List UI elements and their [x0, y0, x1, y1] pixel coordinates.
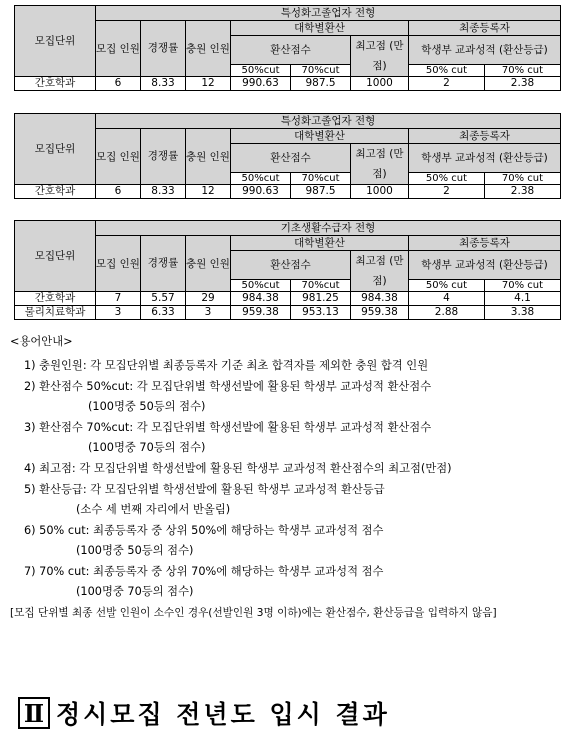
terms-heading: <용어안내> [10, 335, 73, 348]
cell-unit: 간호학과 [15, 185, 96, 199]
footer-note: [모집 단위별 최종 선발 인원이 소수인 경우(선발인원 3명 이하)에는 환산점수, 환산등급을 입력하지 않음] [10, 607, 497, 619]
header-gpa-grade: 학생부 교과성적 (환산등급) [409, 36, 561, 65]
header-unit: 모집단위 [15, 221, 96, 292]
header-final-reg: 최종등록자 [409, 21, 561, 36]
header-unit: 모집단위 [15, 114, 96, 185]
results-table-3 [14, 220, 561, 320]
header-gpa-grade: 학생부 교과성적 (환산등급) [409, 144, 561, 173]
header-ratio: 경쟁률 [141, 236, 186, 292]
term-detail: (100명중 70등의 점수) [88, 441, 206, 454]
table-row [15, 292, 561, 306]
section-numeral: Ⅱ [18, 697, 50, 729]
cell-f70: 2.38 [485, 185, 561, 199]
header-cut50: 50%cut [231, 173, 291, 185]
cell-extra: 12 [186, 185, 231, 199]
term-item: 6) 50% cut: 최종등록자 중 상위 50%에 해당하는 학생부 교과성적 점수 [24, 524, 384, 537]
cell-f50: 2 [409, 77, 485, 91]
cell-quota: 7 [96, 292, 141, 306]
cell-c70: 953.13 [291, 306, 351, 320]
term-detail: (100명중 70등의 점수) [76, 585, 194, 598]
cell-unit: 간호학과 [15, 292, 96, 306]
table-title: 기초생활수급자 전형 [96, 221, 561, 236]
header-conv-score: 환산점수 [231, 251, 351, 280]
header-max-score: 최고점 (만점) [351, 36, 409, 77]
header-univ-conv: 대학별환산 [231, 21, 409, 36]
cell-f50: 2 [409, 185, 485, 199]
term-detail: (소수 세 번째 자리에서 반올림) [76, 503, 231, 516]
table-row [15, 306, 561, 320]
term-item: 2) 환산점수 50%cut: 각 모집단위별 학생선발에 활용된 학생부 교과성적 환산점수 [24, 380, 432, 393]
header-cut70: 70%cut [291, 65, 351, 77]
header-unit: 모집단위 [15, 6, 96, 77]
term-item: 3) 환산점수 70%cut: 각 모집단위별 학생선발에 활용된 학생부 교과성적 환산점수 [24, 421, 432, 434]
header-ratio: 경쟁률 [141, 129, 186, 185]
header-univ-conv: 대학별환산 [231, 129, 409, 144]
header-f50: 50% cut [409, 280, 485, 292]
cell-quota: 6 [96, 77, 141, 91]
cell-c50: 959.38 [231, 306, 291, 320]
term-detail: (100명중 50등의 점수) [76, 544, 194, 557]
cell-c50: 990.63 [231, 185, 291, 199]
results-table-2 [14, 113, 561, 199]
header-cut70: 70%cut [291, 173, 351, 185]
section-heading [18, 694, 390, 732]
term-item: 4) 최고점: 각 모집단위별 학생선발에 활용된 학생부 교과성적 환산점수의 최고점(만점) [24, 462, 452, 475]
cell-c70: 987.5 [291, 185, 351, 199]
header-final-reg: 최종등록자 [409, 129, 561, 144]
section-title: 정시모집 전년도 입시 결과 [56, 700, 390, 729]
term-item: 5) 환산등급: 각 모집단위별 학생선발에 활용된 학생부 교과성적 환산등급 [24, 483, 385, 496]
header-ratio: 경쟁률 [141, 21, 186, 77]
cell-unit: 물리치료학과 [15, 306, 96, 320]
header-quota: 모집 인원 [96, 21, 141, 77]
header-cut50: 50%cut [231, 280, 291, 292]
cell-f70: 2.38 [485, 77, 561, 91]
cell-max: 1000 [351, 77, 409, 91]
cell-extra: 12 [186, 77, 231, 91]
table-title: 특성화고졸업자 전형 [96, 6, 561, 21]
cell-extra: 29 [186, 292, 231, 306]
header-max-score: 최고점 (만점) [351, 251, 409, 292]
cell-c50: 990.63 [231, 77, 291, 91]
header-extra: 충원 인원 [186, 129, 231, 185]
header-quota: 모집 인원 [96, 236, 141, 292]
cell-c50: 984.38 [231, 292, 291, 306]
header-gpa-grade: 학생부 교과성적 (환산등급) [409, 251, 561, 280]
cell-unit: 간호학과 [15, 77, 96, 91]
cell-f70: 4.1 [485, 292, 561, 306]
table-title: 특성화고졸업자 전형 [96, 114, 561, 129]
cell-ratio: 6.33 [141, 306, 186, 320]
header-conv-score: 환산점수 [231, 36, 351, 65]
header-extra: 충원 인원 [186, 21, 231, 77]
table-row [15, 77, 561, 91]
header-f70: 70% cut [485, 280, 561, 292]
cell-f50: 4 [409, 292, 485, 306]
results-table-1 [14, 5, 561, 91]
header-f70: 70% cut [485, 173, 561, 185]
header-f50: 50% cut [409, 173, 485, 185]
term-detail: (100명중 50등의 점수) [88, 400, 206, 413]
header-max-score: 최고점 (만점) [351, 144, 409, 185]
cell-f50: 2.88 [409, 306, 485, 320]
header-cut50: 50%cut [231, 65, 291, 77]
cell-c70: 981.25 [291, 292, 351, 306]
header-conv-score: 환산점수 [231, 144, 351, 173]
cell-quota: 6 [96, 185, 141, 199]
cell-quota: 3 [96, 306, 141, 320]
header-univ-conv: 대학별환산 [231, 236, 409, 251]
cell-max: 984.38 [351, 292, 409, 306]
header-extra: 충원 인원 [186, 236, 231, 292]
cell-ratio: 5.57 [141, 292, 186, 306]
cell-extra: 3 [186, 306, 231, 320]
term-item: 1) 충원인원: 각 모집단위별 최종등록자 기준 최초 합격자를 제외한 충원 합격 인원 [24, 359, 429, 372]
header-f50: 50% cut [409, 65, 485, 77]
cell-f70: 3.38 [485, 306, 561, 320]
header-cut70: 70%cut [291, 280, 351, 292]
table-row [15, 185, 561, 199]
header-f70: 70% cut [485, 65, 561, 77]
cell-max: 959.38 [351, 306, 409, 320]
cell-ratio: 8.33 [141, 77, 186, 91]
cell-max: 1000 [351, 185, 409, 199]
cell-ratio: 8.33 [141, 185, 186, 199]
cell-c70: 987.5 [291, 77, 351, 91]
term-item: 7) 70% cut: 최종등록자 중 상위 70%에 해당하는 학생부 교과성적 점수 [24, 565, 384, 578]
header-quota: 모집 인원 [96, 129, 141, 185]
header-final-reg: 최종등록자 [409, 236, 561, 251]
